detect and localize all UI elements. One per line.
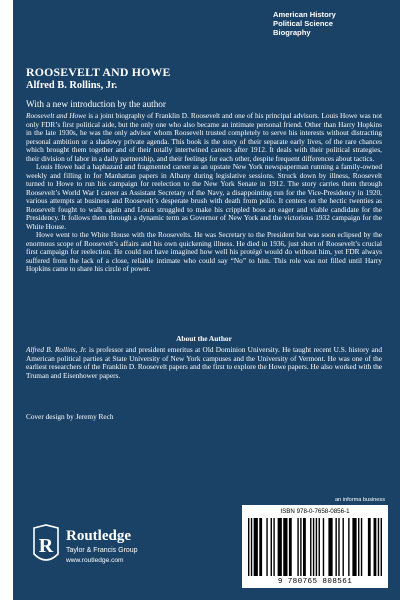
barcode-bar xyxy=(374,518,377,576)
subject-3: Biography xyxy=(273,28,311,37)
about-author-heading: About the Author xyxy=(176,334,232,343)
about-author xyxy=(26,346,382,380)
barcode-bar xyxy=(278,518,282,576)
barcode-bar xyxy=(316,518,317,576)
barcode-bar xyxy=(335,518,336,576)
informa-tagline: an informa business xyxy=(334,497,385,503)
barcode-bar xyxy=(381,518,382,576)
description-paragraph-1-text: is a joint biography of Franklin D. Roosevelt and one of his principal advisors. Louis Howe was not only FDR’s first political aide, but the only one who also became an intimate personal friend. Other than Harry Hopkins in the late 1930s, he was the only advisor whom Roosevelt trusted completely to serve his interests without distracting personal ambition or a shadowy private agenda. This book is the story of their separate early lives, of the rare chances which brought them together and of their totally intertwined careers after 1912. It deals with their political strategies, their division of labor in a daily partnership, and their feelings for each other, despite frequent differences about tactics. xyxy=(26,111,382,163)
barcode-bar xyxy=(358,518,359,576)
barcode-bar xyxy=(323,518,324,576)
barcode-bar xyxy=(254,518,258,576)
barcode-bar xyxy=(313,518,314,576)
description-paragraph-3: Howe went to the White House with the Roosevelts. He was Secretary to the President but was soon eclipsed by the enormous scope of Roosevelt’s affairs and his own quickening illness. He died in 1936, just short of Roosevelt’s crucial first campaign for reelection. He could not have imagined how well his protégé would do without him, yet FDR always suffered from the lack of a close, reliable intimate who could say “No” to him. This role was not filled until Harry Hopkins came to share his circle of power. xyxy=(26,230,382,273)
book-title: ROOSEVELT AND HOWE xyxy=(26,65,171,79)
publisher-logo xyxy=(32,524,232,574)
ean-number: 9 780765 808561 xyxy=(277,578,353,586)
barcode-bar xyxy=(319,518,320,576)
subject-2: Political Science xyxy=(273,19,333,28)
routledge-r-logo-icon xyxy=(32,524,60,568)
description-title-italic: Roosevelt and Howe xyxy=(26,111,87,120)
publisher-website[interactable]: www.routledge.com xyxy=(66,557,124,564)
isbn-label: ISBN 978-0-7658-0856-1 xyxy=(280,508,350,515)
publisher-name: Routledge xyxy=(66,528,131,544)
cover-design-credit: Cover design by Jeremy Rech xyxy=(26,412,114,421)
description-paragraph-2: Louis Howe had a haphazard and fragmented career as an upstate New York newspaperman running a family-owned weekly and filling in for Manhattan papers in Albany during legislative sessions. Struck down by illness, Roosevelt turned to Howe to run his campaign for reelection to the New York Senate in 1912. The story carries them through Roosevelt’s World War I career as Assistant Secretary of the Navy, a disappointing run for the Vice-Presidency in 1920, various attempts at business and Roosevelt’s desperate brush with death from polio. It centers on the hectic twenties as Roosevelt fought to walk again and Louis struggled to make his crippled boss an eager and viable candidate for the Presidency. It follows them through a dynamic term as Governor of New York and the victorious 1932 campaign for the White House. xyxy=(26,162,382,231)
barcode-bar xyxy=(266,518,267,576)
publisher-group: Taylor & Francis Group xyxy=(66,547,138,554)
about-author-text: is professor and president emeritus at Old Dominion University. He taught recent U.S. history and American political parties at State University of New York campuses and the University of Vermont. He was one of the earliest researchers of the Franklin D. Roosevelt papers and the first to explore the Howe papers. He also worked with the Truman and Eisenhower papers. xyxy=(26,345,382,380)
barcode-bar xyxy=(283,518,287,576)
barcode-bar xyxy=(273,518,274,576)
barcode-bar xyxy=(338,518,339,576)
subject-categories xyxy=(273,10,383,37)
barcode-bar xyxy=(271,518,272,576)
about-author-paragraph xyxy=(26,346,382,380)
barcode-bar xyxy=(378,518,379,576)
subject-1: American History xyxy=(273,10,336,19)
spine-edge xyxy=(0,0,13,600)
about-author-name: Alfred B. Rollins, Jr. xyxy=(26,345,87,354)
barcode-bar xyxy=(328,518,332,576)
intro-note: With a new introduction by the author xyxy=(26,99,166,109)
barcode-bar xyxy=(310,518,311,576)
barcode-bar xyxy=(289,518,292,576)
svg-text:R: R xyxy=(38,535,54,557)
barcode-bar xyxy=(300,518,301,576)
barcode-bar xyxy=(343,518,344,576)
barcode-bar xyxy=(352,518,356,576)
barcode-block xyxy=(242,505,388,588)
book-author: Alfred B. Rollins, Jr. xyxy=(26,80,118,91)
barcode-bar xyxy=(248,518,249,576)
barcode-bar xyxy=(259,518,262,576)
barcode-bar xyxy=(368,518,371,576)
description xyxy=(26,112,382,274)
barcode-bar xyxy=(361,518,362,576)
barcode-bar xyxy=(303,518,306,576)
barcode-bar xyxy=(297,518,298,576)
description-paragraph-1 xyxy=(26,112,382,163)
barcode-icon xyxy=(248,518,382,578)
barcode-bar xyxy=(251,518,252,576)
barcode-bar xyxy=(348,518,349,576)
